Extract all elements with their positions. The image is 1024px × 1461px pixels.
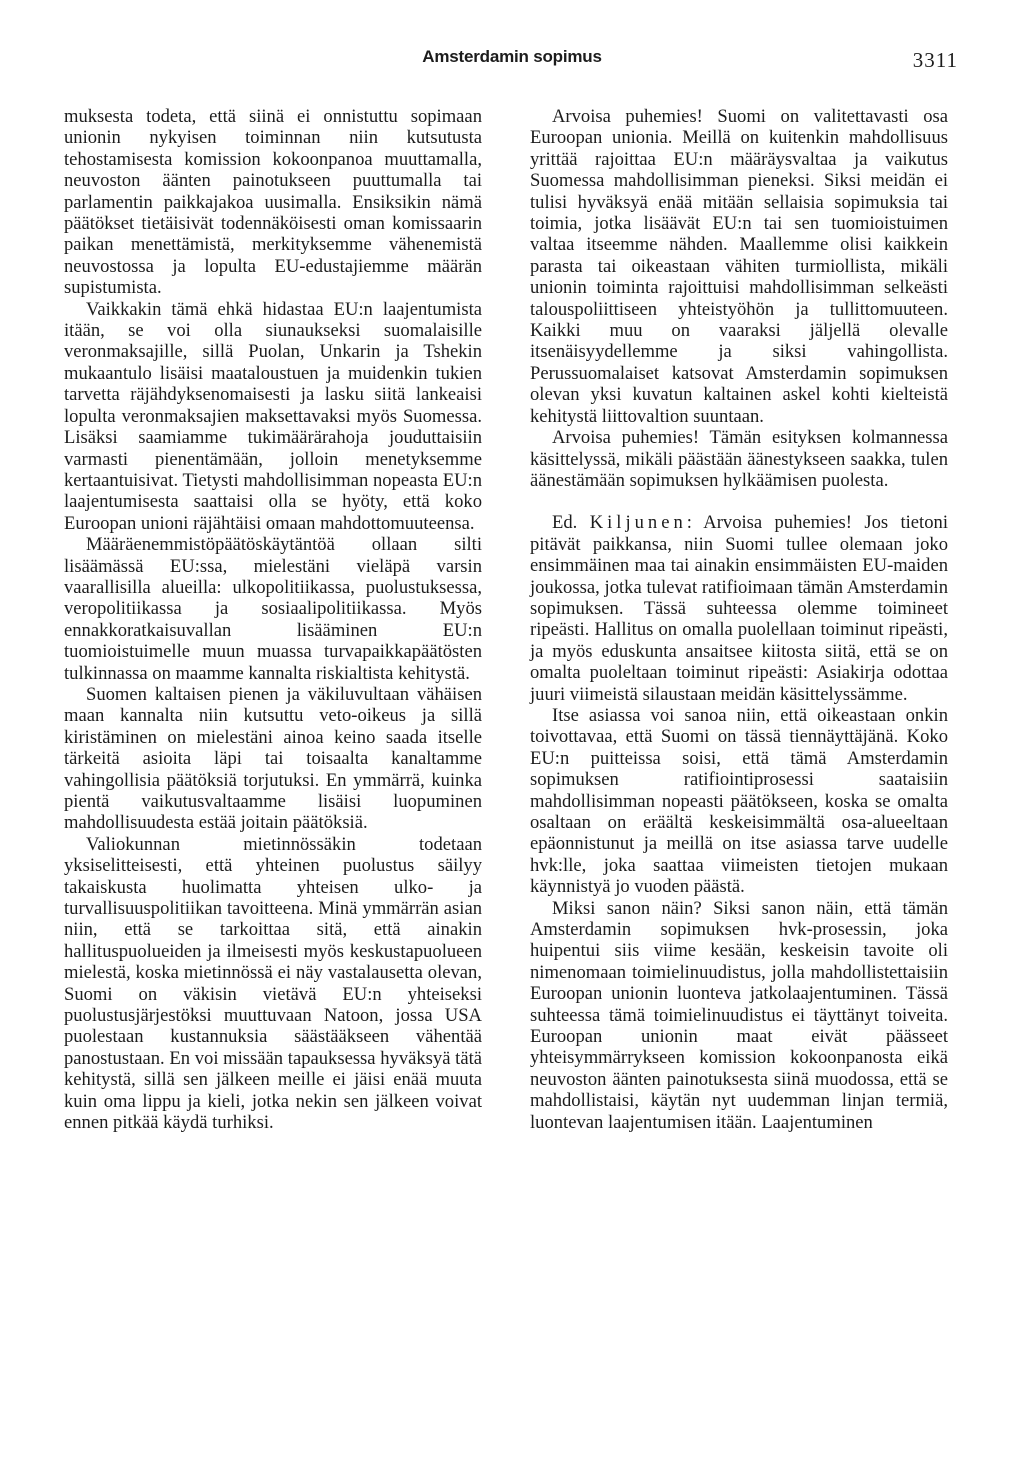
paragraph: muksesta todeta, että siinä ei onnistuttu sopimaan unionin nykyisen toiminnan niin kutsutusta tehostamisesta komission kokoonpanoa muuttamalla, neuvoston äänten painotukseen puuttumalla tai parlamentin paikkajakoa uusimalla. Ensiksikin nämä päätökset tietäisivät todennäköisesti oman komissaarin paikan menettämistä, merkityksemme vähenemistä neuvostossa ja lopulta EU-edustajiemme määrän supistumista. — [64, 106, 482, 299]
paragraph: Suomen kaltaisen pienen ja väkiluvultaan vähäisen maan kannalta niin kutsuttu veto-oikeus ja sillä kiristäminen on mielestäni ainoa keino saada itselle tärkeitä asioita läpi tai toisaalta kanaltamme vahingollisia päätöksiä torjutuksi. En ymmärrä, kuinka pientä vaikutusvaltaamme lisäisi luopuminen mahdollisuudesta estää joitain päätöksiä. — [64, 683, 482, 834]
speaker-name: Kiljunen — [589, 512, 687, 534]
paragraph: Arvoisa puhemies! Suomi on valitettavasti osa Euroopan unioniа. Meillä on kuitenkin mahdollisuus yrittää rajoittaa EU:n määräysvaltaa ja vaikutus Suomessa mahdollisimman pieneksi. Siksi meidän ei tulisi hyväksyä enää mitään sellaisia sopimuksia tai toimia, jotka lisäävät EU:n tai sen tuomioistuimen valtaa itseemme nähden. Maallemme olisi kaikkein parasta tai oikeastaan vähiten turmiollista, mikäli unionin toiminta rajoittuisi mahdollisimman selkeästi talouspoliittiseen yhteistyöhön ja tullittomuuteen. Kaikki muu on vaaraksi jäljellä olevalle itsenäisyydellemme ja siksi vahingollista. Perussuomalaiset katsovat Amsterdamin sopimuksen olevan yksi kuvatun kaltainen askel kohti kielteistä kehitystä liittovaltion suuntaan. — [530, 106, 948, 427]
left-column — [64, 106, 482, 1134]
speech-opening — [530, 512, 948, 705]
paragraph: Määräenemmistöpäätöskäytäntöä ollaan silti lisäämässä EU:ssa, mielestäni vieläpä varsin vaarallisilla alueilla: ulkopolitiikassa, puolustuksessa, veropolitiikassa ja sosiaalipolitiikassa. Myös ennakkoratkaisuvallan lisääminen EU:n tuomioistuimelle muun muassa turvapaikkapäätösten tulkinnassa on maamme kannalta riskialtista kehitystä. — [64, 534, 482, 684]
speech-first-text: : Arvoisa puhemies! Jos tietoni pitävät paikkansa, niin Suomi tullee olemaan joko ensimmäinen maa tai ainakin ensimmäisten EU-maiden joukossa, jotka tulevat ratifioimaan tämän Amsterdamin sopimuksen. Tässä suhteessa olemme toimineet ripeästi. Hallitus on omalla puolellaan toiminut ripeästi, ja myös eduskunta ansaitsee kiitosta siitä, että se on omalta puoleltaan toiminut ripeästi: Asiakirja odottaa juuri viimeistä silaustaan meidän käsittelyssämme. — [530, 512, 948, 705]
paragraph: Vaikkakin tämä ehkä hidastaa EU:n laajentumista itään, se voi olla siunaukseksi suomalaisille veronmaksajille, sillä Puolan, Unkarin ja Tshekin mukaantulo lisäisi maataloustuen ja muidenkin tukien tarvetta räjähdyksenomaisesti ja lasku siitä lankeaisi lopulta veronmaksajien maksettavaksi myös Suomessa. Lisäksi saamiamme tukimäärärahoja jouduttaisiin varmasti pienentämään, jolloin menetyksemme kertaantuisivat. Tietysti mahdollisimman nopeasta EU:n laajentumisesta saattaisi olla se hyöty, että koko Euroopan unioni räjähtäisi omaan mahdottomuuteensa. — [64, 298, 482, 534]
page-header — [0, 47, 1024, 77]
page-number: 3311 — [912, 48, 958, 72]
paragraph: Miksi sanon näin? Siksi sanon näin, että tämän Amsterdamin sopimuksen hvk-prosessin, joka huipentui siis viime kesään, keskeisin tavoite oli nimenomaan toimielinuudistus, jolla mahdollistettaisiin Euroopan unionin luonteva jatkolaajentuminen. Tässä suhteessa tämä toimielinuudistus ei täyttänyt toiveita. Euroopan unionin maat eivät päässeet yhteisymmärrykseen komission kokoonpanosta eikä neuvoston äänten painotuksesta siinä muodossa, että se mahdollistaisi, käytän nyt uudemman linjan termiä, luontevan laajentumisen itään. Laajentuminen — [530, 897, 948, 1133]
paragraph: Itse asiassa voi sanoa niin, että oikeastaan onkin toivottavaa, että Suomi on tässä tiennäyttäjänä. Koko EU:n puitteissa soisi, että tämä Amsterdamin sopimuksen ratifiointiprosessi saataisiin mahdollisimman nopeasti päätökseen, koska se omalta osaltaan on eräältä keskeisimmältä osa-alueeltaan epäonnistunut ja meillä on itse asiassa tarve uudelle hvk:lle, joka saattaa viimeisten tietojen mukaan käynnistyä jo vuoden päästä. — [530, 704, 948, 898]
paragraph: Arvoisa puhemies! Tämän esityksen kolmannessa käsittelyssä, mikäli päästään äänestykseen saakka, tulen äänestämään sopimuksen hylkäämisen puolesta. — [530, 427, 948, 491]
speaker-prefix: Ed. — [552, 512, 578, 534]
right-column — [530, 106, 948, 1133]
paragraph: Valiokunnan mietinnössäkin todetaan yksiselitteisesti, että yhteinen puolustus säilyy takaiskusta huolimatta yhteisen ulko- ja turvallisuuspolitiikan tavoitteena. Minä ymmärrän asian niin, että se tarkoittaa sitä, että ainakin hallituspuolueiden ja ilmeisesti myös keskustapuolueen mielestä, koska mietinnössä ei näy vastalausetta olevan, Suomi on väkisin vietävä EU:n yhteiseksi puolustusjärjestöksi muuttuvaan Natoon, jossa USA puolestaan kustannuksia säästääkseen vähentää panostustaan. En voi missään tapauksessa hyväksyä tätä kehitystä, sillä sen jälkeen meille ei jäisi enää muuta kuin oma lippu ja kieli, jotka nekin sen jälkeen voivat ennen pitkää käydä turhiksi. — [64, 833, 482, 1134]
running-title: Amsterdamin sopimus — [422, 47, 602, 66]
